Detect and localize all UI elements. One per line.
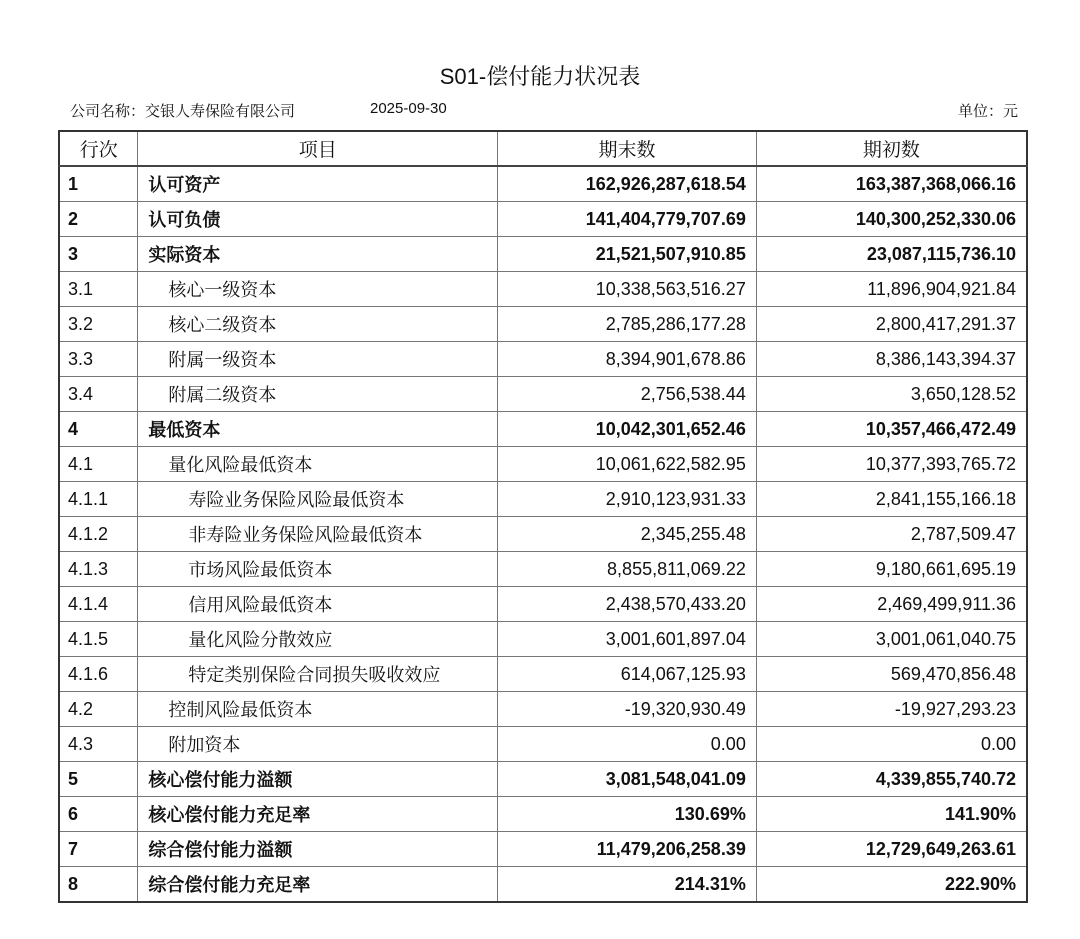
- period-end-value: 10,042,301,652.46: [498, 412, 757, 447]
- company-name: 公司名称：交银人寿保险有限公司: [70, 103, 296, 120]
- period-end-value: 130.69%: [498, 797, 757, 832]
- period-end-value: 2,756,538.44: [498, 377, 757, 412]
- item-name: 附属二级资本: [138, 377, 498, 412]
- period-end-value: 8,855,811,069.22: [498, 552, 757, 587]
- period-begin-value: 2,841,155,166.18: [756, 482, 1027, 517]
- table-row: [59, 622, 1027, 657]
- row-number: 4.1: [59, 447, 138, 482]
- period-end-value: 11,479,206,258.39: [498, 832, 757, 867]
- period-begin-value: 2,469,499,911.36: [756, 587, 1027, 622]
- solvency-table: [58, 130, 1028, 903]
- period-begin-value: 10,377,393,765.72: [756, 447, 1027, 482]
- period-end-value: 10,338,563,516.27: [498, 272, 757, 307]
- period-begin-value: -19,927,293.23: [756, 692, 1027, 727]
- row-number: 4.2: [59, 692, 138, 727]
- table-row: [59, 307, 1027, 342]
- item-name: 信用风险最低资本: [138, 587, 498, 622]
- period-end-value: 0.00: [498, 727, 757, 762]
- table-row: [59, 166, 1027, 202]
- period-begin-value: 0.00: [756, 727, 1027, 762]
- period-begin-value: 23,087,115,736.10: [756, 237, 1027, 272]
- period-end-value: 10,061,622,582.95: [498, 447, 757, 482]
- period-begin-value: 12,729,649,263.61: [756, 832, 1027, 867]
- item-name: 市场风险最低资本: [138, 552, 498, 587]
- table-row: [59, 482, 1027, 517]
- table-row: [59, 552, 1027, 587]
- period-end-value: 3,001,601,897.04: [498, 622, 757, 657]
- period-begin-value: 3,001,061,040.75: [756, 622, 1027, 657]
- table-row: [59, 587, 1027, 622]
- period-end-value: -19,320,930.49: [498, 692, 757, 727]
- period-begin-value: 2,787,509.47: [756, 517, 1027, 552]
- table-row: [59, 272, 1027, 307]
- header-item: 项目: [138, 131, 498, 166]
- row-number: 1: [59, 166, 138, 202]
- table-row: [59, 342, 1027, 377]
- table-row: [59, 412, 1027, 447]
- row-number: 4.1.1: [59, 482, 138, 517]
- row-number: 3.2: [59, 307, 138, 342]
- item-name: 认可资产: [138, 166, 498, 202]
- period-begin-value: 3,650,128.52: [756, 377, 1027, 412]
- period-end-value: 21,521,507,910.85: [498, 237, 757, 272]
- period-begin-value: 140,300,252,330.06: [756, 202, 1027, 237]
- row-number: 3.1: [59, 272, 138, 307]
- row-number: 4: [59, 412, 138, 447]
- item-name: 附加资本: [138, 727, 498, 762]
- period-end-value: 614,067,125.93: [498, 657, 757, 692]
- item-name: 非寿险业务保险风险最低资本: [138, 517, 498, 552]
- table-row: [59, 762, 1027, 797]
- page-title: S01-偿付能力状况表: [439, 64, 641, 89]
- row-number: 3.3: [59, 342, 138, 377]
- row-number: 4.1.3: [59, 552, 138, 587]
- table-row: [59, 867, 1027, 903]
- item-name: 控制风险最低资本: [138, 692, 498, 727]
- row-number: 4.1.6: [59, 657, 138, 692]
- period-begin-value: 222.90%: [756, 867, 1027, 903]
- period-begin-value: 4,339,855,740.72: [756, 762, 1027, 797]
- table-header: [59, 131, 1027, 166]
- period-begin-value: 8,386,143,394.37: [756, 342, 1027, 377]
- period-begin-value: 569,470,856.48: [756, 657, 1027, 692]
- item-name: 量化风险最低资本: [138, 447, 498, 482]
- header-period-begin: 期初数: [756, 131, 1027, 166]
- row-number: 4.1.5: [59, 622, 138, 657]
- period-end-value: 2,910,123,931.33: [498, 482, 757, 517]
- period-end-value: 162,926,287,618.54: [498, 166, 757, 202]
- table-row: [59, 377, 1027, 412]
- period-end-value: 214.31%: [498, 867, 757, 903]
- unit-label: 单位：元: [957, 103, 1018, 120]
- period-begin-value: 141.90%: [756, 797, 1027, 832]
- table-row: [59, 832, 1027, 867]
- table-row: [59, 237, 1027, 272]
- row-number: 4.1.2: [59, 517, 138, 552]
- item-name: 核心一级资本: [138, 272, 498, 307]
- header-period-end: 期末数: [498, 131, 757, 166]
- period-end-value: 3,081,548,041.09: [498, 762, 757, 797]
- period-begin-value: 163,387,368,066.16: [756, 166, 1027, 202]
- report-date: 2025-09-30: [370, 100, 447, 117]
- period-end-value: 141,404,779,707.69: [498, 202, 757, 237]
- item-name: 核心二级资本: [138, 307, 498, 342]
- item-name: 特定类别保险合同损失吸收效应: [138, 657, 498, 692]
- period-end-value: 8,394,901,678.86: [498, 342, 757, 377]
- period-end-value: 2,785,286,177.28: [498, 307, 757, 342]
- header-row-no: 行次: [59, 131, 138, 166]
- item-name: 实际资本: [138, 237, 498, 272]
- table-row: [59, 797, 1027, 832]
- period-begin-value: 2,800,417,291.37: [756, 307, 1027, 342]
- row-number: 4.1.4: [59, 587, 138, 622]
- period-begin-value: 9,180,661,695.19: [756, 552, 1027, 587]
- item-name: 量化风险分散效应: [138, 622, 498, 657]
- item-name: 核心偿付能力溢额: [138, 762, 498, 797]
- period-end-value: 2,438,570,433.20: [498, 587, 757, 622]
- row-number: 7: [59, 832, 138, 867]
- row-number: 8: [59, 867, 138, 903]
- table-row: [59, 727, 1027, 762]
- table-row: [59, 447, 1027, 482]
- table-row: [59, 657, 1027, 692]
- row-number: 3.4: [59, 377, 138, 412]
- item-name: 附属一级资本: [138, 342, 498, 377]
- table-row: [59, 692, 1027, 727]
- item-name: 认可负债: [138, 202, 498, 237]
- row-number: 4.3: [59, 727, 138, 762]
- table-row: [59, 202, 1027, 237]
- period-begin-value: 10,357,466,472.49: [756, 412, 1027, 447]
- period-begin-value: 11,896,904,921.84: [756, 272, 1027, 307]
- item-name: 综合偿付能力溢额: [138, 832, 498, 867]
- row-number: 5: [59, 762, 138, 797]
- row-number: 3: [59, 237, 138, 272]
- row-number: 2: [59, 202, 138, 237]
- table-row: [59, 517, 1027, 552]
- period-end-value: 2,345,255.48: [498, 517, 757, 552]
- item-name: 综合偿付能力充足率: [138, 867, 498, 903]
- item-name: 寿险业务保险风险最低资本: [138, 482, 498, 517]
- item-name: 核心偿付能力充足率: [138, 797, 498, 832]
- item-name: 最低资本: [138, 412, 498, 447]
- row-number: 6: [59, 797, 138, 832]
